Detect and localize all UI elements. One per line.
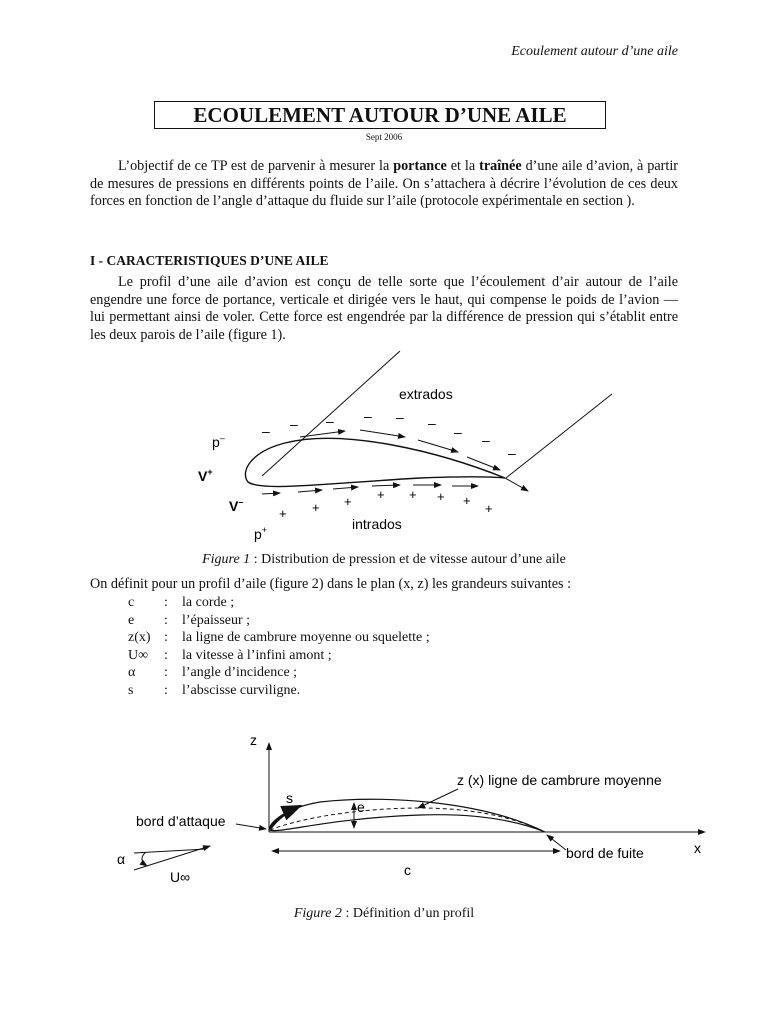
fig1-label-extrados: extrados bbox=[399, 386, 453, 402]
fig1-plus-2: + bbox=[312, 500, 320, 515]
fig1-plus-4: + bbox=[377, 487, 385, 502]
definition-symbol: z(x) bbox=[128, 630, 151, 645]
fig2-label-z: z bbox=[250, 732, 257, 748]
intro-paragraph bbox=[90, 158, 678, 211]
definition-row bbox=[128, 664, 430, 682]
running-header: Ecoulement autour d’une aile bbox=[511, 44, 678, 59]
fig1-minus-7: – bbox=[454, 424, 462, 440]
fig1-minus-4: – bbox=[364, 408, 372, 424]
intro-text-b: et la bbox=[446, 158, 480, 174]
definitions-intro: On définit pour un profil d’aile (figure 2) dans le plan (x, z) les grandeurs suivantes : bbox=[90, 576, 572, 592]
section-paragraph bbox=[90, 274, 678, 344]
fig1-minus-5: – bbox=[396, 409, 404, 425]
definition-row bbox=[128, 647, 430, 665]
definition-separator: : bbox=[164, 595, 168, 610]
fig1-minus-3: – bbox=[326, 413, 334, 429]
fig1-arrow-lower-2 bbox=[298, 490, 322, 492]
fig1-label-p-plus: p+ bbox=[254, 525, 268, 542]
section-heading: I - CARACTERISTIQUES D’UNE AILE bbox=[90, 253, 329, 268]
fig1-label-v-minus: V– bbox=[229, 497, 244, 514]
fig2-label-alpha: α bbox=[117, 851, 126, 867]
figure-1-diagram bbox=[0, 345, 768, 545]
definition-description: l’abscisse curviligne. bbox=[182, 682, 301, 698]
fig1-upper-right-line bbox=[506, 394, 612, 478]
definition-separator: : bbox=[164, 682, 168, 698]
fig1-plus-3: + bbox=[344, 494, 352, 509]
definition-description: la vitesse à l’infini amont ; bbox=[182, 647, 332, 663]
section-paragraph-text: Le profil d’une aile d’avion est conçu de telle sorte que l’écoulement d’air autour de l’aile engendre une force de portance, verticale et dirigée vers le haut, qui compense le poids de l’avion — lui permettant ainsi de voler. Cette force est engendrée par la différence de pression qui s’établit entre les deux parois de l’aile (figure 1). bbox=[90, 274, 678, 343]
fig1-minus-9: – bbox=[508, 445, 516, 461]
definition-description: l’angle d’incidence ; bbox=[182, 665, 298, 680]
fig1-arrow-upper-4 bbox=[467, 457, 500, 470]
fig1-plus-8: + bbox=[485, 501, 493, 516]
fig1-arrow-lower-4 bbox=[372, 485, 400, 486]
fig2-label-leading-edge: bord d’attaque bbox=[136, 813, 226, 829]
fig2-u-inf-vector bbox=[134, 846, 210, 870]
fig1-plus-5: + bbox=[409, 487, 417, 502]
fig2-label-x: x bbox=[694, 840, 701, 856]
intro-bold-portance: portance bbox=[393, 158, 447, 174]
figure-2-caption-text: : Définition d’un profil bbox=[341, 906, 475, 921]
definition-separator: : bbox=[164, 665, 168, 680]
figure-1-caption-text: : Distribution de pression et de vitesse autour d’une aile bbox=[250, 552, 566, 567]
fig1-trailing-arrow bbox=[505, 478, 528, 491]
definition-symbol: s bbox=[128, 682, 134, 698]
fig1-plus-7: + bbox=[463, 493, 471, 508]
fig2-label-s: s bbox=[286, 790, 293, 806]
fig2-label-camber: z (x) ligne de cambrure moyenne bbox=[457, 772, 662, 788]
fig1-arrow-upper-2 bbox=[360, 430, 405, 437]
fig2-label-trailing-edge: bord de fuite bbox=[566, 845, 644, 861]
definition-row bbox=[128, 612, 430, 630]
fig1-arrow-upper-1 bbox=[300, 431, 345, 437]
definition-description: la corde ; bbox=[182, 595, 235, 610]
definition-separator: : bbox=[164, 612, 168, 628]
fig2-label-u-inf: U∞ bbox=[170, 869, 191, 885]
fig1-label-p-minus: p– bbox=[212, 433, 225, 450]
definitions-list bbox=[128, 594, 430, 699]
fig2-leading-edge-pointer bbox=[236, 824, 266, 829]
document-date: Sept 2006 bbox=[365, 132, 403, 142]
fig1-plus-6: + bbox=[437, 489, 445, 504]
fig2-s-arrow bbox=[270, 806, 300, 829]
fig1-minus-2: – bbox=[290, 416, 298, 432]
fig1-minus-8: – bbox=[482, 432, 490, 448]
fig1-arrow-lower-1 bbox=[262, 493, 280, 494]
definition-description: l’épaisseur ; bbox=[182, 612, 251, 628]
fig2-airfoil bbox=[269, 799, 545, 832]
definition-row bbox=[128, 682, 430, 700]
figure-1-caption-label: Figure 1 bbox=[202, 552, 251, 567]
fig2-label-e: e bbox=[357, 799, 365, 815]
definition-symbol: e bbox=[128, 612, 135, 628]
fig1-minus-6: – bbox=[428, 415, 436, 431]
definition-symbol: U∞ bbox=[128, 647, 149, 663]
definition-symbol: c bbox=[128, 595, 135, 610]
fig1-arrow-lower-3 bbox=[333, 487, 358, 489]
definition-row bbox=[128, 629, 430, 647]
definition-symbol: α bbox=[128, 665, 136, 680]
definition-separator: : bbox=[164, 647, 168, 663]
fig2-label-chord: c bbox=[404, 862, 411, 878]
intro-text-a: L’objectif de ce TP est de parvenir à mesurer la bbox=[118, 158, 394, 174]
fig1-arrow-upper-3 bbox=[418, 440, 458, 452]
figure-2-caption-label: Figure 2 bbox=[293, 906, 342, 921]
fig1-airfoil bbox=[245, 438, 505, 486]
intro-text-c: d’une aile d’avion, à partir de mesures de pressions en différents points de l’aile. On s’attachera à décrire l’évolution de ces deux forces en fonction de l’angle d’attaque du fluide sur l’aile (protocole expérimentale en section ). bbox=[90, 158, 679, 210]
definition-separator: : bbox=[164, 630, 168, 645]
definition-row bbox=[128, 594, 430, 612]
fig1-minus-1: – bbox=[262, 423, 270, 439]
document-title: ECOULEMENT AUTOUR D’UNE AILE bbox=[154, 101, 606, 129]
figure-2-diagram bbox=[0, 728, 768, 898]
figure-2-caption bbox=[0, 906, 768, 922]
fig2-alpha-arc bbox=[142, 852, 147, 866]
intro-bold-trainee: traînée bbox=[479, 158, 522, 174]
fig1-label-intrados: intrados bbox=[352, 516, 402, 532]
fig1-label-v-plus: V+ bbox=[198, 467, 213, 484]
figure-1-caption bbox=[0, 552, 768, 568]
fig1-plus-1: + bbox=[279, 506, 287, 521]
fig2-trailing-edge-pointer bbox=[547, 835, 566, 850]
definition-description: la ligne de cambrure moyenne ou squelette ; bbox=[182, 630, 430, 645]
